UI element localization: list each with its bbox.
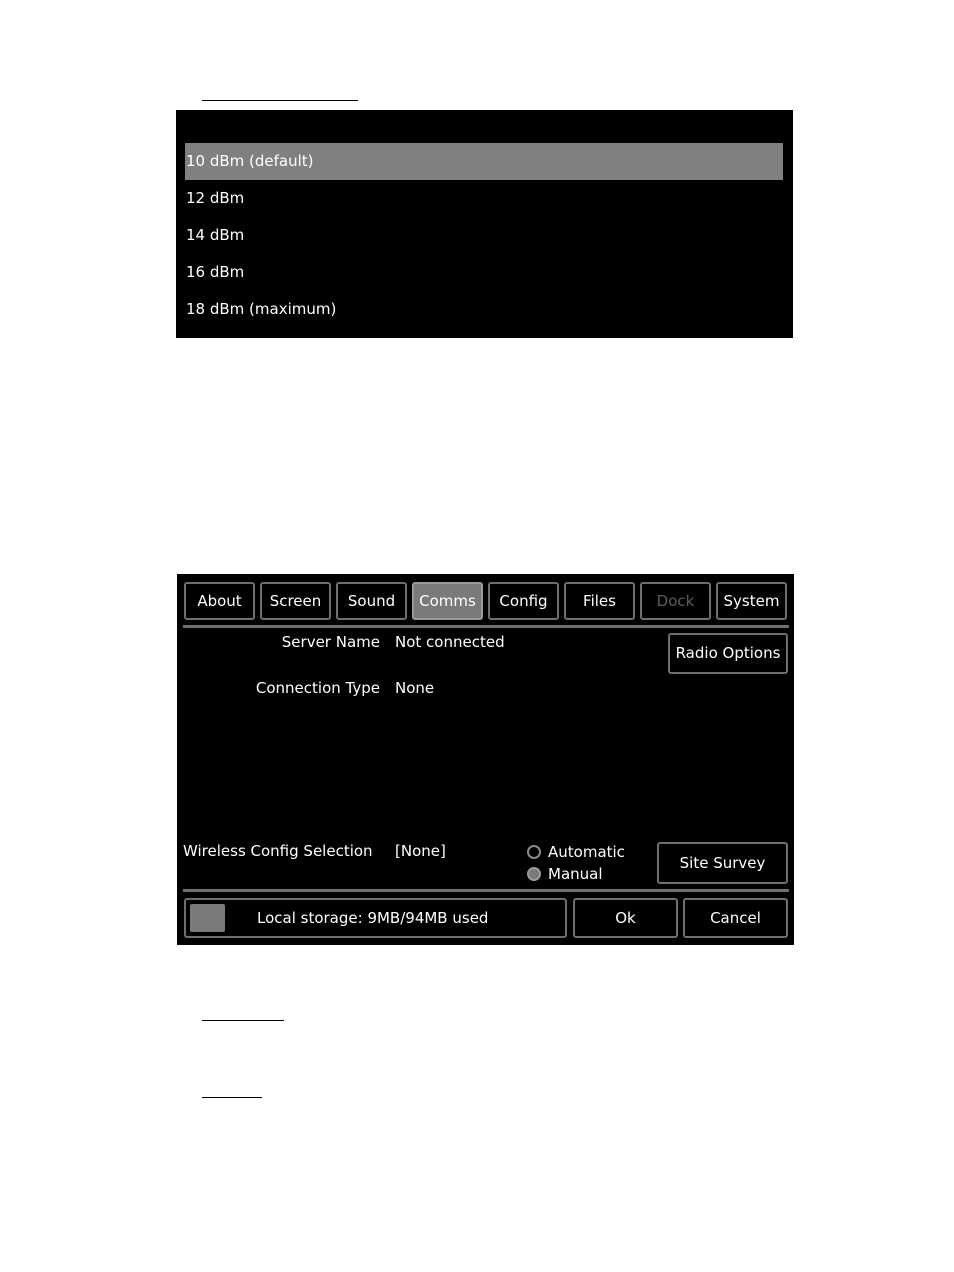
power-option-12dbm[interactable]: 12 dBm	[186, 189, 245, 207]
ok-button[interactable]: Ok	[573, 898, 678, 938]
radio-options-button[interactable]: Radio Options	[668, 633, 788, 674]
tab-about[interactable]: About	[184, 582, 255, 620]
underline-top	[202, 100, 358, 101]
storage-indicator	[190, 904, 225, 932]
connection-type-value: None	[395, 679, 435, 697]
settings-window	[177, 574, 794, 945]
storage-status	[184, 898, 567, 938]
tab-files[interactable]: Files	[564, 582, 635, 620]
manual-label: Manual	[548, 865, 603, 883]
server-name-value: Not connected	[395, 633, 505, 651]
power-option-16dbm[interactable]: 16 dBm	[186, 263, 245, 281]
manual-radio[interactable]	[527, 867, 541, 881]
wireless-config-value[interactable]: [None]	[395, 842, 446, 860]
server-name-label: Server Name	[281, 633, 380, 651]
storage-text: Local storage: 9MB/94MB used	[257, 909, 489, 927]
cancel-button[interactable]: Cancel	[683, 898, 788, 938]
tx-power-list	[176, 110, 793, 338]
tab-screen[interactable]: Screen	[260, 582, 331, 620]
power-option-18dbm[interactable]: 18 dBm (maximum)	[186, 300, 337, 318]
tab-sound[interactable]: Sound	[336, 582, 407, 620]
automatic-label: Automatic	[548, 843, 625, 861]
underline-middle	[202, 1020, 284, 1021]
power-option-10dbm[interactable]: 10 dBm (default)	[185, 143, 783, 180]
power-option-14dbm[interactable]: 14 dBm	[186, 226, 245, 244]
automatic-radio[interactable]	[527, 845, 541, 859]
tab-comms[interactable]: Comms	[412, 582, 483, 620]
wireless-config-label: Wireless Config Selection	[183, 842, 373, 860]
connection-type-label: Connection Type	[255, 679, 380, 697]
tab-dock: Dock	[640, 582, 711, 620]
tab-system[interactable]: System	[716, 582, 787, 620]
site-survey-button[interactable]: Site Survey	[657, 842, 788, 884]
tab-divider	[183, 625, 789, 628]
tab-config[interactable]: Config	[488, 582, 559, 620]
underline-bottom	[202, 1097, 262, 1098]
footer-divider	[183, 889, 789, 892]
